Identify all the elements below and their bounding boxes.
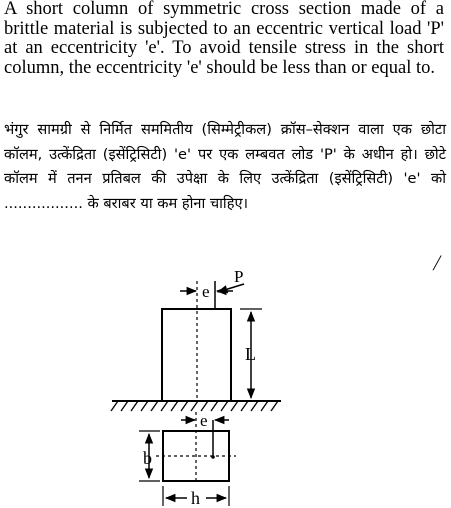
question-hindi: भंगुर सामग्री से निर्मित सममितीय (सिम्मेट्रीकल) क्रॉस–सेक्शन वाला एक छोटा कॉलम, उत्केंद्रिता (इसेंट्रिसिटी) 'e' पर एक लम्बवत लोड 'P' के अधीन हो। छोटे कॉलम में तनन प्रतिबल की उपेक्षा के लिए उत्केंद्रिता (इसेंट्रिसिटी) 'e' को ................. के बराबर या कम होना चाहिए। xyxy=(4,121,446,212)
elevation-e-label: e xyxy=(202,282,210,301)
load-point xyxy=(211,455,215,459)
elevation-view xyxy=(111,267,281,411)
stray-mark: / xyxy=(431,250,443,275)
plan-view xyxy=(139,411,236,508)
question-english: A short column of symmetric cross section made of a brittle material is subjected to an eccentric vertical load 'P' at an eccentricity 'e'. To avoid tensile stress in the short column, the eccentricity 'e' should be less than or equal to. xyxy=(4,0,444,78)
length-label: L xyxy=(245,344,256,364)
plan-e-label: e xyxy=(200,411,208,430)
load-label: P xyxy=(234,267,244,286)
h-label: h xyxy=(191,488,200,508)
ground-hatching xyxy=(111,401,278,411)
b-label: b xyxy=(143,448,152,468)
